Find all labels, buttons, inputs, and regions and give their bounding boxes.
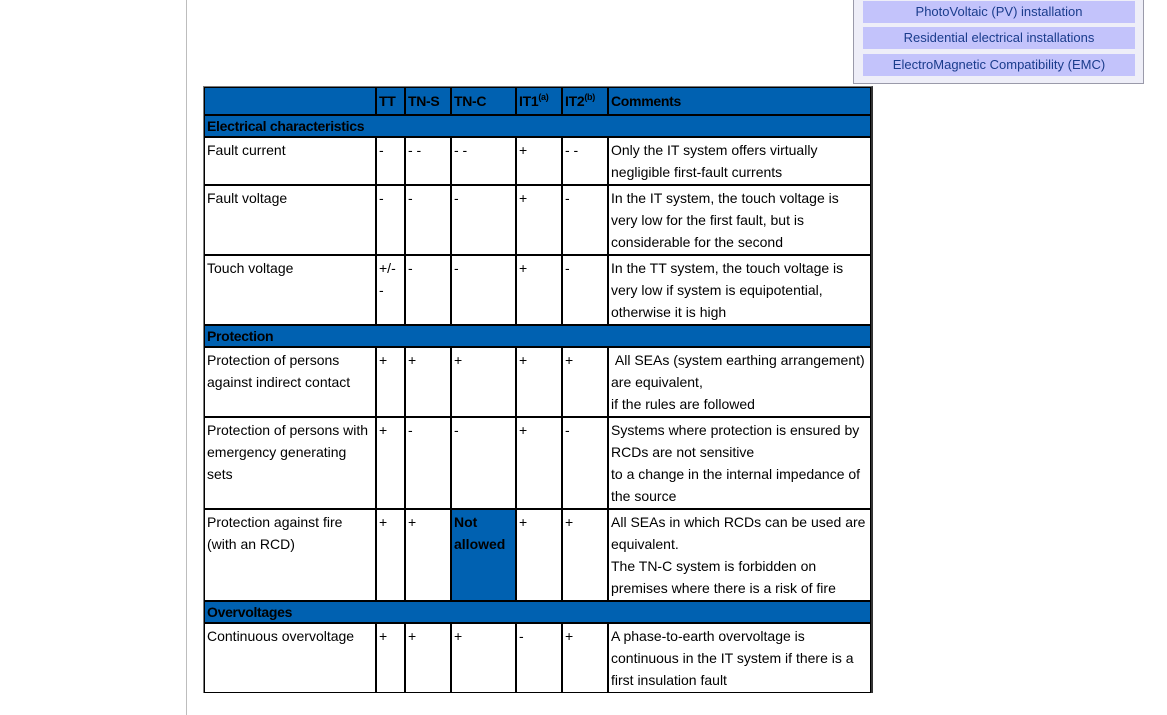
- row-label: Fault current: [204, 137, 376, 185]
- comment-line: to a change in the internal impedance of the source: [611, 466, 861, 504]
- cell-tn-s: +: [405, 509, 451, 601]
- comment-line: The TN-C system is forbidden on premises where there is a risk of fire: [611, 558, 836, 596]
- cell-tt: +: [376, 509, 405, 601]
- cell-it1: +: [516, 137, 562, 185]
- row-label: Touch voltage: [204, 255, 376, 325]
- cell-tn-c: -: [451, 185, 516, 255]
- table-row: [204, 509, 871, 601]
- section-row: [204, 325, 871, 347]
- comment-line: Systems where protection is ensured by RCDs are not sensitive: [611, 422, 860, 460]
- cell-it1: +: [516, 509, 562, 601]
- comment-line: All SEAs (system earthing arrangement) are equivalent,: [611, 352, 865, 390]
- cell-it2: - -: [562, 137, 608, 185]
- cell-tt: -: [376, 137, 405, 185]
- cell-comment: [608, 509, 871, 601]
- header-tt: TT: [376, 87, 405, 115]
- cell-comment: [608, 417, 871, 509]
- cell-it2: -: [562, 417, 608, 509]
- table-row: [204, 185, 871, 255]
- table-header-row: [204, 87, 871, 115]
- header-it2: IT2$^{(b)}$: [562, 87, 608, 115]
- cell-tn-c: +: [451, 623, 516, 693]
- row-label: Fault voltage: [204, 185, 376, 255]
- cell-it2: +: [562, 623, 608, 693]
- cell-tn-s: +: [405, 347, 451, 417]
- header-it1: IT1$^{(a)}$: [516, 87, 562, 115]
- section-row: [204, 601, 871, 623]
- row-label: Protection of persons against indirect contact: [204, 347, 376, 417]
- header-comments: Comments: [608, 87, 871, 115]
- cell-comment: A phase-to-earth overvoltage is continuous in the IT system if there is a first insulation fault: [608, 623, 871, 693]
- nav-link-residential-installations[interactable]: Residential electrical installations: [863, 27, 1135, 49]
- cell-tn-c-not-allowed: Not allowed: [451, 509, 516, 601]
- cell-tt: +: [376, 347, 405, 417]
- row-label: Protection against fire (with an RCD): [204, 509, 376, 601]
- header-blank: [204, 87, 376, 115]
- cell-comment: In the IT system, the touch voltage is very low for the first fault, but is considerable for the second: [608, 185, 871, 255]
- comment-line: if the rules are followed: [611, 396, 755, 412]
- earthing-systems-comparison-table: [203, 86, 873, 693]
- nav-link-pv-installation[interactable]: PhotoVoltaic (PV) installation: [863, 1, 1135, 23]
- row-label: Continuous overvoltage: [204, 623, 376, 693]
- cell-tn-s: +: [405, 623, 451, 693]
- cell-tt: +/- -: [376, 255, 405, 325]
- section-row: [204, 115, 871, 137]
- cell-it2: +: [562, 347, 608, 417]
- cell-comment: Only the IT system offers virtually negligible first-fault currents: [608, 137, 871, 185]
- comment-line: All SEAs in which RCDs can be used are equivalent.: [611, 514, 866, 552]
- table-row: [204, 255, 871, 325]
- table-row: [204, 417, 871, 509]
- section-overvoltages: Overvoltages: [204, 601, 871, 623]
- table-row: [204, 347, 871, 417]
- cell-tn-s: -: [405, 255, 451, 325]
- cell-tn-c: -: [451, 255, 516, 325]
- nav-link-emc[interactable]: ElectroMagnetic Compatibility (EMC): [863, 54, 1135, 76]
- cell-tn-s: -: [405, 417, 451, 509]
- cell-tn-c: - -: [451, 137, 516, 185]
- cell-comment: In the TT system, the touch voltage is very low if system is equipotential, otherwise it is high: [608, 255, 871, 325]
- table-row: [204, 623, 871, 693]
- table-row: [204, 137, 871, 185]
- section-electrical-characteristics: Electrical characteristics: [204, 115, 871, 137]
- cell-it1: +: [516, 185, 562, 255]
- cell-it2: -: [562, 255, 608, 325]
- cell-it1: +: [516, 255, 562, 325]
- it1-footnote: (a): [538, 92, 549, 102]
- header-tn-c: TN-C: [451, 87, 516, 115]
- cell-it1: -: [516, 623, 562, 693]
- cell-tn-c: +: [451, 347, 516, 417]
- left-divider: [186, 0, 187, 715]
- row-label: Protection of persons with emergency generating sets: [204, 417, 376, 509]
- cell-it1: +: [516, 417, 562, 509]
- cell-tn-c: -: [451, 417, 516, 509]
- cell-it2: +: [562, 509, 608, 601]
- cell-comment: [608, 347, 871, 417]
- it2-footnote: (b): [584, 92, 595, 102]
- header-tn-s: TN-S: [405, 87, 451, 115]
- cell-it2: -: [562, 185, 608, 255]
- related-links-box: [853, 0, 1144, 84]
- cell-tt: +: [376, 417, 405, 509]
- cell-tn-s: -: [405, 185, 451, 255]
- cell-tn-s: - -: [405, 137, 451, 185]
- cell-tt: +: [376, 623, 405, 693]
- section-protection: Protection: [204, 325, 871, 347]
- cell-it1: +: [516, 347, 562, 417]
- cell-tt: -: [376, 185, 405, 255]
